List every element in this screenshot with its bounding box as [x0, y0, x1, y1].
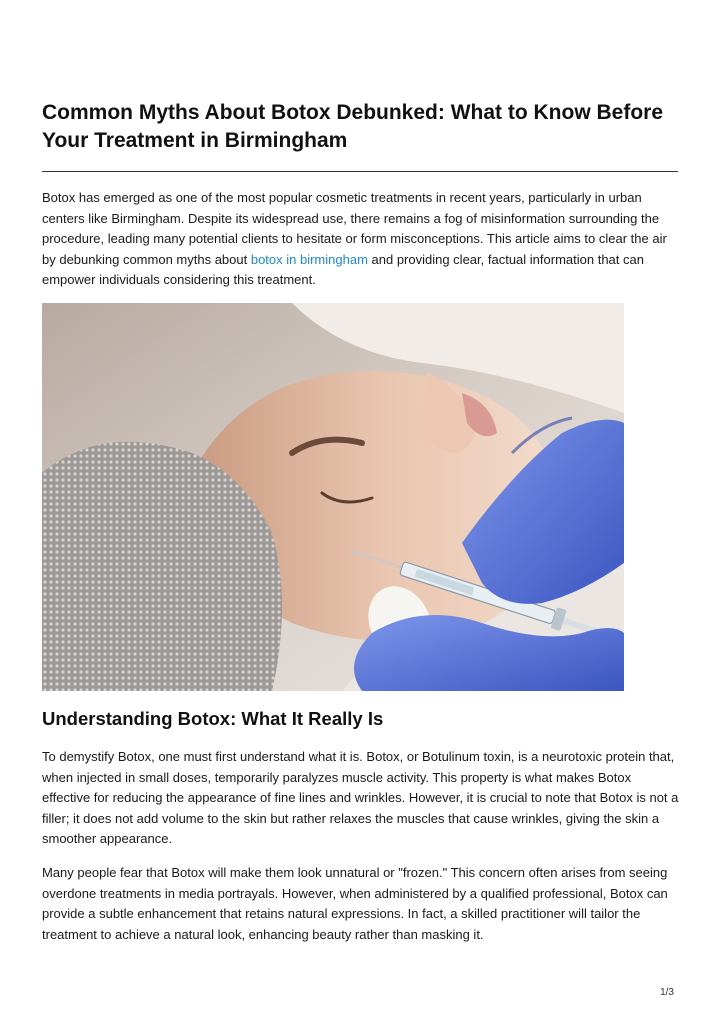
body-paragraph-2: Many people fear that Botox will make them look unnatural or "frozen." This concern often arises from seeing overdone treatments in media portrayals. However, when administered by a qualified professional, Botox can provide a subtle enhancement that retains natural expressions. In fact, a skilled practitioner will tailor the treatment to achieve a natural look, enhancing beauty rather than masking it.: [42, 865, 668, 942]
section-heading: Understanding Botox: What It Really Is: [42, 708, 384, 729]
hero-image: [42, 303, 624, 691]
botox-injection-photo: [42, 303, 624, 691]
botox-birmingham-link[interactable]: botox in birmingham: [250, 251, 368, 267]
article-title: Common Myths About Botox Debunked: What to Know Before Your Treatment in Birmingham: [42, 101, 664, 152]
page-number: 1/3: [660, 987, 674, 998]
body-paragraph-1: To demystify Botox, one must first understand what it is. Botox, or Botulinum toxin, is a neurotoxic protein that, when injected in small doses, temporarily paralyzes muscle activity. This property is what makes Botox effective for reducing the appearance of fine lines and wrinkles. However, it is crucial to note that Botox is not a filler; it does not add volume to the skin but rather relaxes the muscles that cause wrinkles, giving the skin a smoother appearance.: [42, 749, 679, 846]
title-divider: [42, 171, 678, 172]
intro-text-after-link: and providing clear, factual information that can empower individuals considering this treatment.: [42, 251, 644, 287]
intro-text-before-link: Botox has emerged as one of the most popular cosmetic treatments in recent years, particularly in urban centers like Birmingham. Despite its widespread use, there remains a fog of misinformation surrounding the procedure, leading many potential clients to hesitate or form misconceptions. This article aims to clear the air by debunking common myths about: [42, 190, 667, 267]
intro-paragraph: [42, 188, 682, 291]
